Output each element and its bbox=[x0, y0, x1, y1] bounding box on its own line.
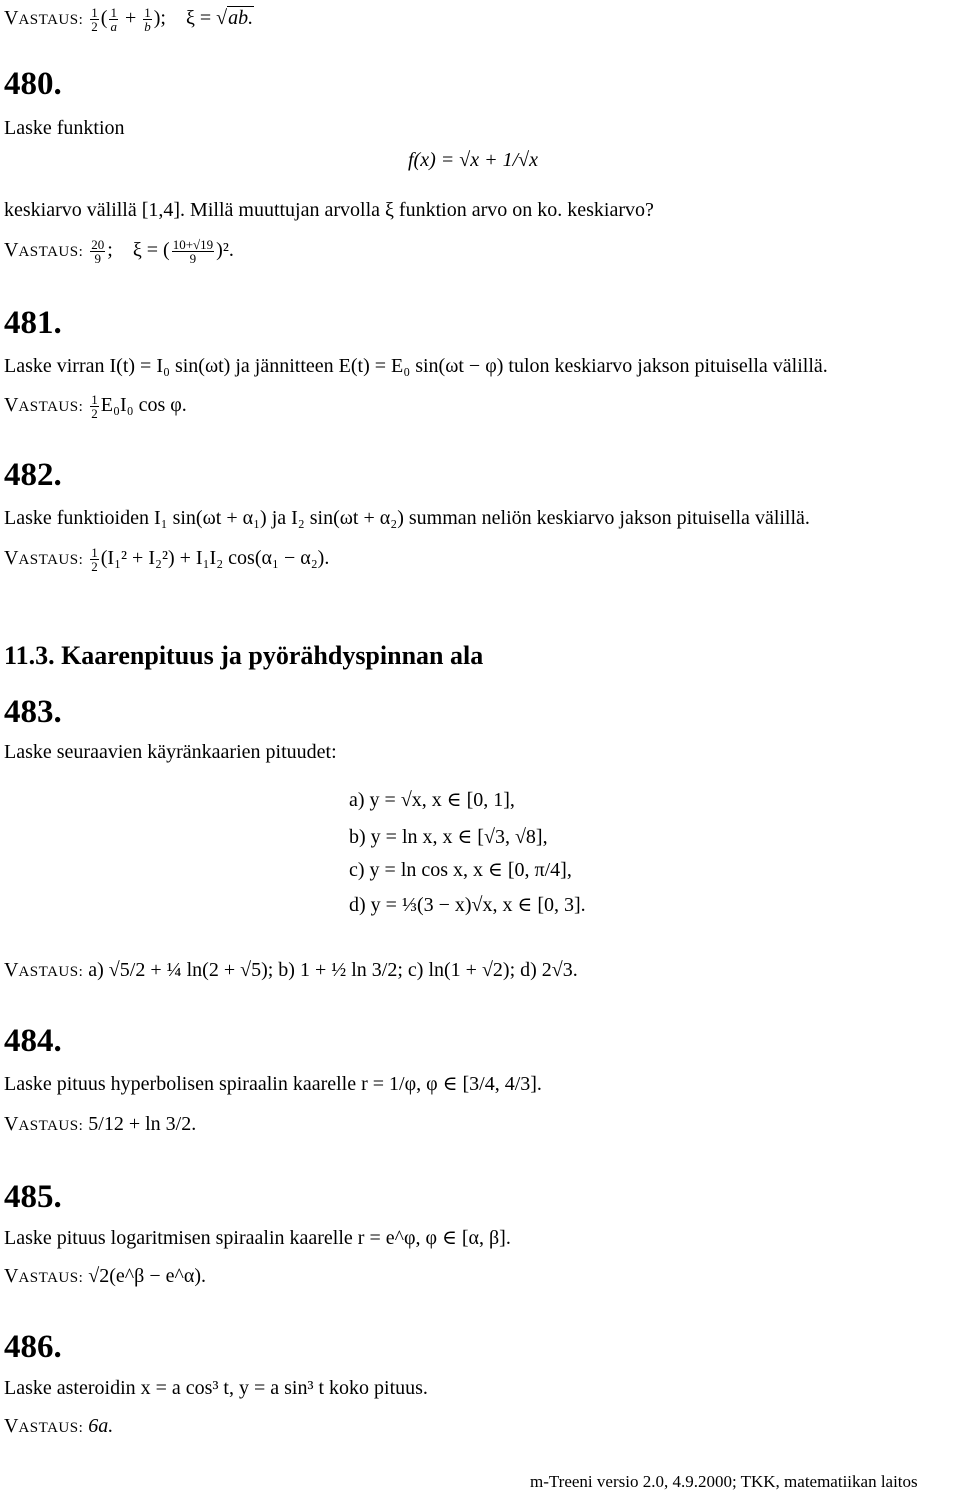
fraction: $\frac{1}{2}$ bbox=[91, 5, 98, 34]
problem-485-text: Laske pituus logaritmisen spiraalin kaarelle r = e^φ, φ ∈ [α, β]. bbox=[4, 1227, 511, 1249]
problem-480-formula: f(x) = √x + 1/√x bbox=[408, 149, 539, 171]
answer-label: VASTAUS: bbox=[4, 239, 84, 262]
answer-label: VASTAUS: bbox=[4, 547, 84, 570]
problem-481-answer: VASTAUS: $\frac{1}{2}$ E₀I₀ cos φ. bbox=[4, 392, 187, 421]
problem-483-item-b: b) y = ln x, x ∈ [√3, √8], bbox=[349, 826, 548, 848]
answer-line-top: VASTAUS: $\frac{1}{2}$ ( $\frac{1}{a}$ + $\frac{1}{b}$ ); ξ = √ab. bbox=[4, 5, 254, 34]
answer-label: VASTAUS: bbox=[4, 7, 84, 30]
problem-480-question: keskiarvo välillä [1,4]. Millä muuttujan arvolla ξ funktion arvo on ko. keskiarvo? bbox=[4, 199, 654, 221]
problem-486-text: Laske asteroidin x = a cos³ t, y = a sin³ t koko pituus. bbox=[4, 1377, 428, 1399]
problem-483-answer: VASTAUS: a) √5/2 + ¼ ln(2 + √5); b) 1 + ½ ln 3/2; c) ln(1 + √2); d) 2√3. bbox=[4, 959, 578, 981]
answer-label: VASTAUS: bbox=[4, 1415, 84, 1437]
problem-number-483: 483. bbox=[4, 694, 62, 730]
answer-label: VASTAUS: bbox=[4, 1113, 84, 1135]
problem-number-481: 481. bbox=[4, 305, 62, 341]
problem-number-482: 482. bbox=[4, 457, 62, 493]
problem-number-480: 480. bbox=[4, 66, 62, 102]
problem-483-item-a: a) y = √x, x ∈ [0, 1], bbox=[349, 789, 515, 811]
problem-480-intro: Laske funktion bbox=[4, 117, 125, 139]
problem-number-485: 485. bbox=[4, 1179, 62, 1215]
problem-486-answer: VASTAUS: 6a. bbox=[4, 1415, 114, 1437]
problem-number-486: 486. bbox=[4, 1329, 62, 1365]
answer-label: VASTAUS: bbox=[4, 959, 84, 981]
problem-482-text: Laske funktioiden I₁ sin(ωt + α₁) ja I₂ sin(ωt + α₂) summan neliön keskiarvo jakson pituisella välillä. bbox=[4, 507, 810, 529]
problem-number-484: 484. bbox=[4, 1023, 62, 1059]
answer-label: VASTAUS: bbox=[4, 394, 84, 417]
answer-label: VASTAUS: bbox=[4, 1265, 84, 1287]
problem-483-item-d: d) y = ⅓(3 − x)√x, x ∈ [0, 3]. bbox=[349, 894, 586, 916]
section-heading: 11.3. Kaarenpituus ja pyörähdyspinnan ala bbox=[4, 641, 484, 670]
problem-480-answer: VASTAUS: $\frac{20}{9}$ ; ξ = ( $\frac{10+√19}{9}$ )². bbox=[4, 237, 234, 266]
problem-484-text: Laske pituus hyperbolisen spiraalin kaarelle r = 1/φ, φ ∈ [3/4, 4/3]. bbox=[4, 1073, 542, 1095]
problem-485-answer: VASTAUS: √2(e^β − e^α). bbox=[4, 1265, 207, 1287]
problem-481-text: Laske virran I(t) = I₀ sin(ωt) ja jännitteen E(t) = E₀ sin(ωt − φ) tulon keskiarvo jakson pituisella välillä. bbox=[4, 355, 828, 377]
page-footer: m-Treeni versio 2.0, 4.9.2000; TKK, matematiikan laitos bbox=[530, 1472, 918, 1491]
problem-484-answer: VASTAUS: 5/12 + ln 3/2. bbox=[4, 1113, 197, 1135]
problem-482-answer: VASTAUS: $\frac{1}{2}$ (I₁² + I₂²) + I₁I₂ cos(α₁ − α₂). bbox=[4, 545, 330, 574]
problem-483-text: Laske seuraavien käyränkaarien pituudet: bbox=[4, 741, 337, 763]
problem-483-item-c: c) y = ln cos x, x ∈ [0, π/4], bbox=[349, 859, 572, 881]
